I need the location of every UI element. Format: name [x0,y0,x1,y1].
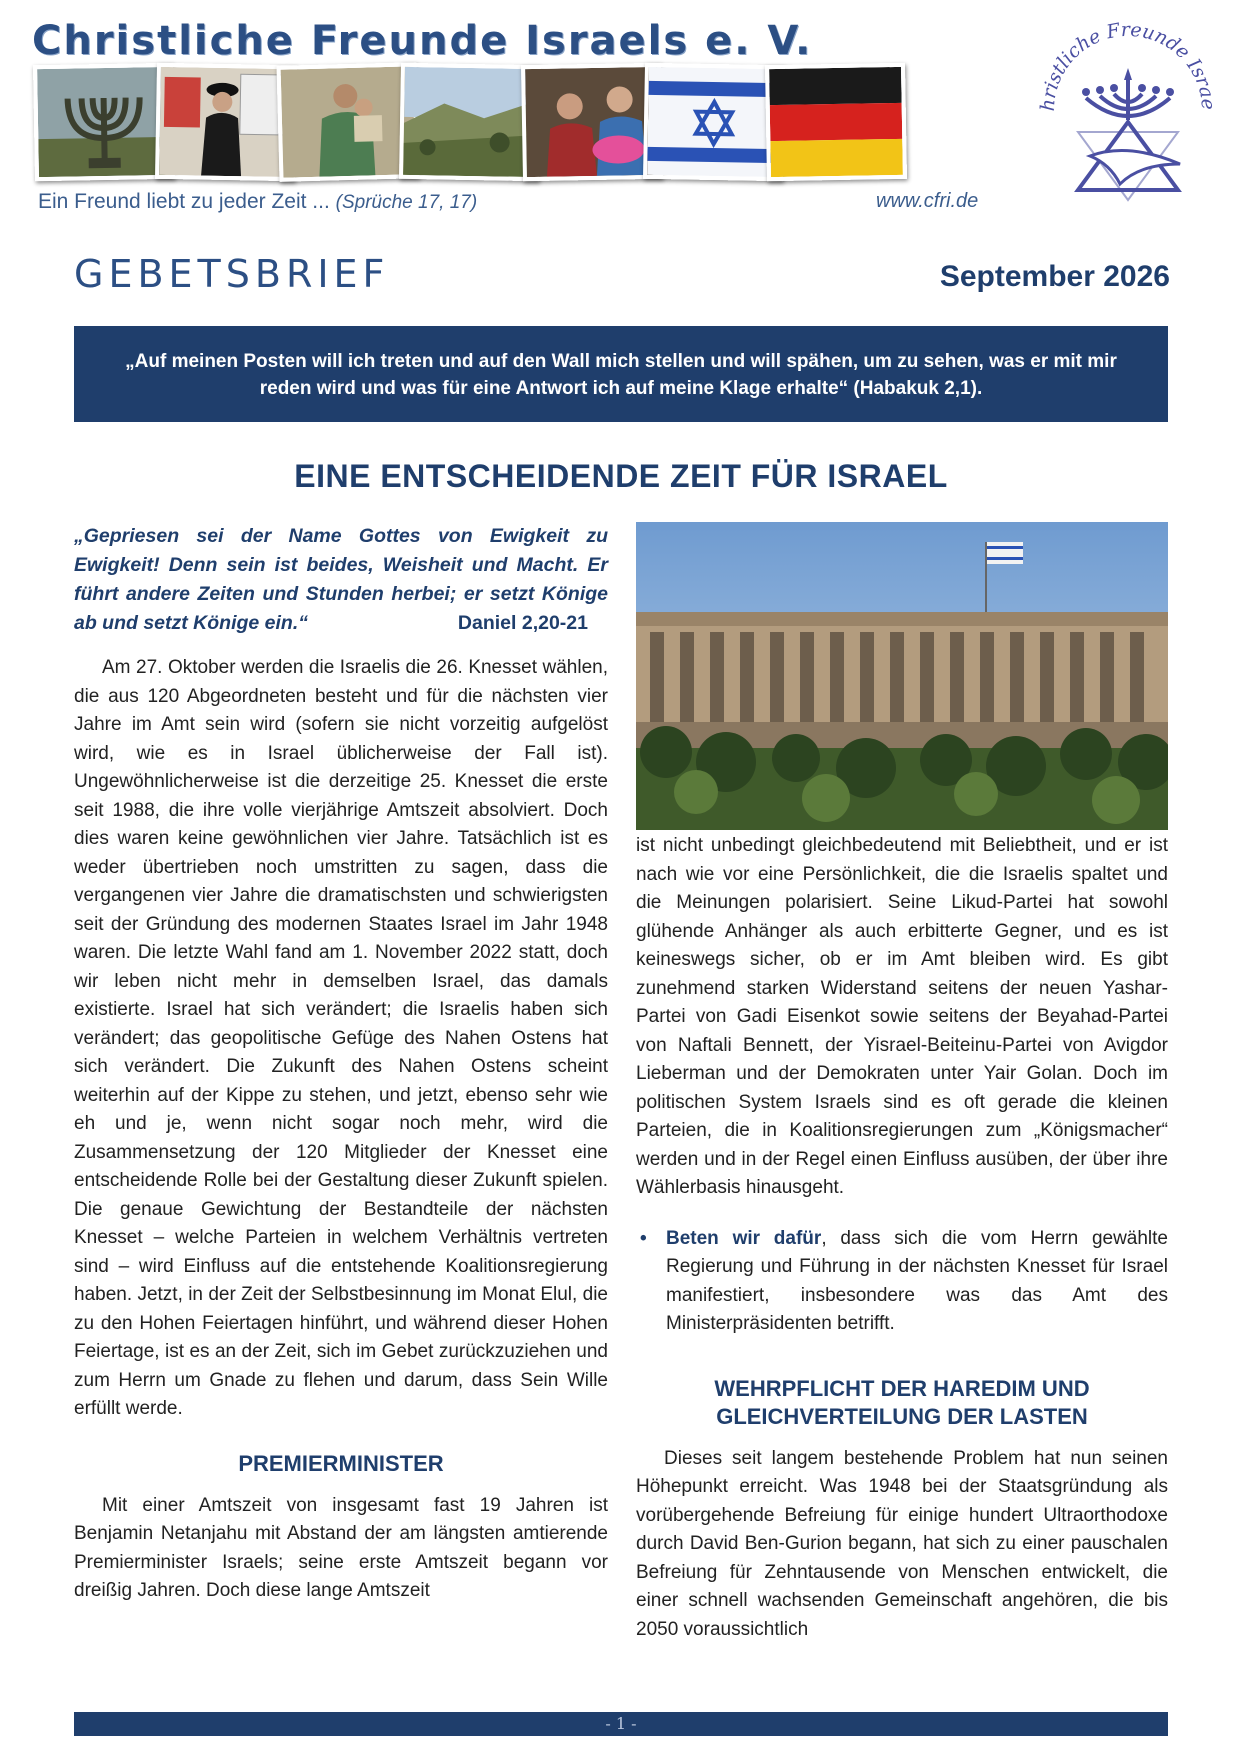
bullet-dot-icon: • [640,1227,647,1249]
tagline-text: Ein Freund liebt zu jeder Zeit ... [38,190,330,213]
left-column [74,522,608,1606]
tagline [38,190,477,214]
epigraph [74,522,608,638]
photo-elderly-woman [521,63,663,181]
haredim-paragraph: Dieses seit langem bestehende Problem hat nun seinen Höhepunkt erreicht. Was 1948 bei der Staatsgründung als vorübergehende Befreiung für einige hundert Ultraorthodoxe durch David Ben-Gurion begann, hat sich zu einer pauschalen Befreiung für Zehntausende von Menschen entwickelt, die einer schnell wachsenden Gemeinschaft angehören, die bis 2050 voraussichtlich [636,1447,1168,1640]
scripture-banner: „Auf meinen Posten will ich treten und auf den Wall mich stellen und will spähen, um zu sehen, was er mit mir reden wird und was für eine Antwort ich auf meine Klage erhalte“ (Habakuk 2,1). [74,326,1168,422]
header-photo-strip [34,64,1006,180]
section-heading-premierminister: PREMIERMINISTER [238,1450,444,1476]
tagline-reference: (Sprüche 17, 17) [335,192,478,213]
logo-text: hristliche Freunde Israe [1036,18,1220,112]
footer-page-number: - 1 - [74,1712,1168,1736]
website-link[interactable]: www.cfri.de [876,190,979,212]
main-heading: EINE ENTSCHEIDENDE ZEIT FÜR ISRAEL [294,458,948,494]
organization-title: Christliche Freunde Israels e. V. [32,18,813,64]
section-heading-haredim [636,1375,1168,1431]
document-date: September 2026 [939,260,1170,293]
photo-landscape [399,63,541,181]
svg-text:Christliche Freunde Israels [1030,14,1219,112]
intro-paragraph: Am 27. Oktober werden die Israelis die 26. Knesset wählen, die aus 120 Abgeordneten besteht und für die nächsten vier Jahre im Amt sein wird (sofern sie nicht vorzeitig aufgelöst wird, wie es in Israel üblicherweise der Fall ist). Ungewöhnlicherweise ist die derzeitige 25. Knesset die erste seit 1988, die ihre volle vierjährige Amtszeit absolviert. Doch dies waren keine gewöhnlichen vier Jahre. Tatsächlich ist es weder übertrieben noch umstritten zu sagen, dass die vergangenen vier Jahre die dramatischsten und schwierigsten seit der Gründung des modernen Staates Israel im Jahr 1948 waren. Die letzte Wahl fand am 1. November 2022 statt, doch wir leben nicht mehr in demselben Israel, das damals existierte. Israel hat sich verändert; die Israelis haben sich verändert; das geopolitische Gefüge des Nahen Ostens hat sich verändert. Die Zukunft des Nahen Ostens scheint weiterhin auf der Kippe zu stehen, und jetzt, ebenso sehr wie eh und je, wenn nicht sogar noch mehr, wird die Zusammensetzung der 120 Mitglieder der Knesset eine entscheidende Rolle bei der Gestaltung dieser Zukunft spielen. Die genaue Gewichtung der Bestandteile der nächsten Knesset – welche Parteien in welchem Verhältnis vertreten sind – wird Einfluss auf die entstehende Koalitionsregierung haben. Jetzt, in der Zeit der Selbstbesinnung im Monat Elul, die zu den Hohen Feiertagen hinführt, und während dieser Hohen Feiertage, ist es an der Zeit, sich im Gebet zurückzuziehen und zum Herrn um Gnade zu flehen und darum, dass Sein Wille erfüllt werde. [74,657,608,1419]
photo-germany-flag [765,63,907,181]
photo-father-child [277,62,420,182]
prayer-bullet-text: , dass sich die vom Herrn gewählte Regierung und Führung in der nächsten Knesset für Israel manifestiert, insbesondere was das Amt des Ministerpräsidenten betrifft. [666,1227,1168,1334]
knesset-photo [636,522,1168,830]
prayer-bullet-lead: Beten wir dafür [666,1227,822,1249]
document-title: GEBETSBRIEF [74,252,390,296]
right-column [636,832,1168,1644]
photo-orthodox-man [155,63,297,181]
haredim-heading-line1: WEHRPFLICHT DER HAREDIM UND [714,1375,1090,1401]
epigraph-reference: Daniel 2,20-21 [457,612,588,634]
epigraph-text: „Gepriesen sei der Name Gottes von Ewigkeit zu Ewigkeit! Denn sein ist beides, Weisheit und Macht. Er führt andere Zeiten und Stunden herbei; er setzt Könige ab und setzt Könige ein.“ [74,525,608,634]
pm-paragraph-part1: Mit einer Amtszeit von insgesamt fast 19 Jahren ist Benjamin Netanjahu mit Abstand der am längsten amtierende Premierminister Israels; seine erste Amtszeit begann vor dreißig Jahren. Doch diese lange Amtszeit [74,1494,608,1601]
pm-paragraph-part2: ist nicht unbedingt gleichbedeutend mit Beliebtheit, und er ist nach wie vor eine Persönlichkeit, die die Israelis spaltet und die Meinungen polarisiert. Seine Likud-Partei hat sowohl glühende Anhänger als auch erbitterte Gegner, und es ist keineswegs sicher, ob er im Amt bleiben wird. Es gibt zunehmend starken Widerstand seitens der neuen Yashar-Partei von Gadi Eisenkot sowie seitens der Beyahad-Partei von Naftali Bennett, der Yisrael-Beiteinu-Partei von Avigdor Lieberman und der Demokraten unter Yair Golan. Doch im politischen System Israels sind es oft gerade die kleinen Parteien, die in Koalitionsregierungen zum „Königsmacher“ werden und in der Regel einen Einfluss ausüben, der über ihre Wählerbasis hinausgeht. [636,835,1168,1198]
cfi-logo [1030,14,1226,204]
photo-israel-flag [643,63,785,181]
prayer-bullet [636,1225,1168,1339]
photo-menorah [33,63,175,181]
haredim-heading-line2: GLEICHVERTEILUNG DER LASTEN [716,1403,1088,1429]
